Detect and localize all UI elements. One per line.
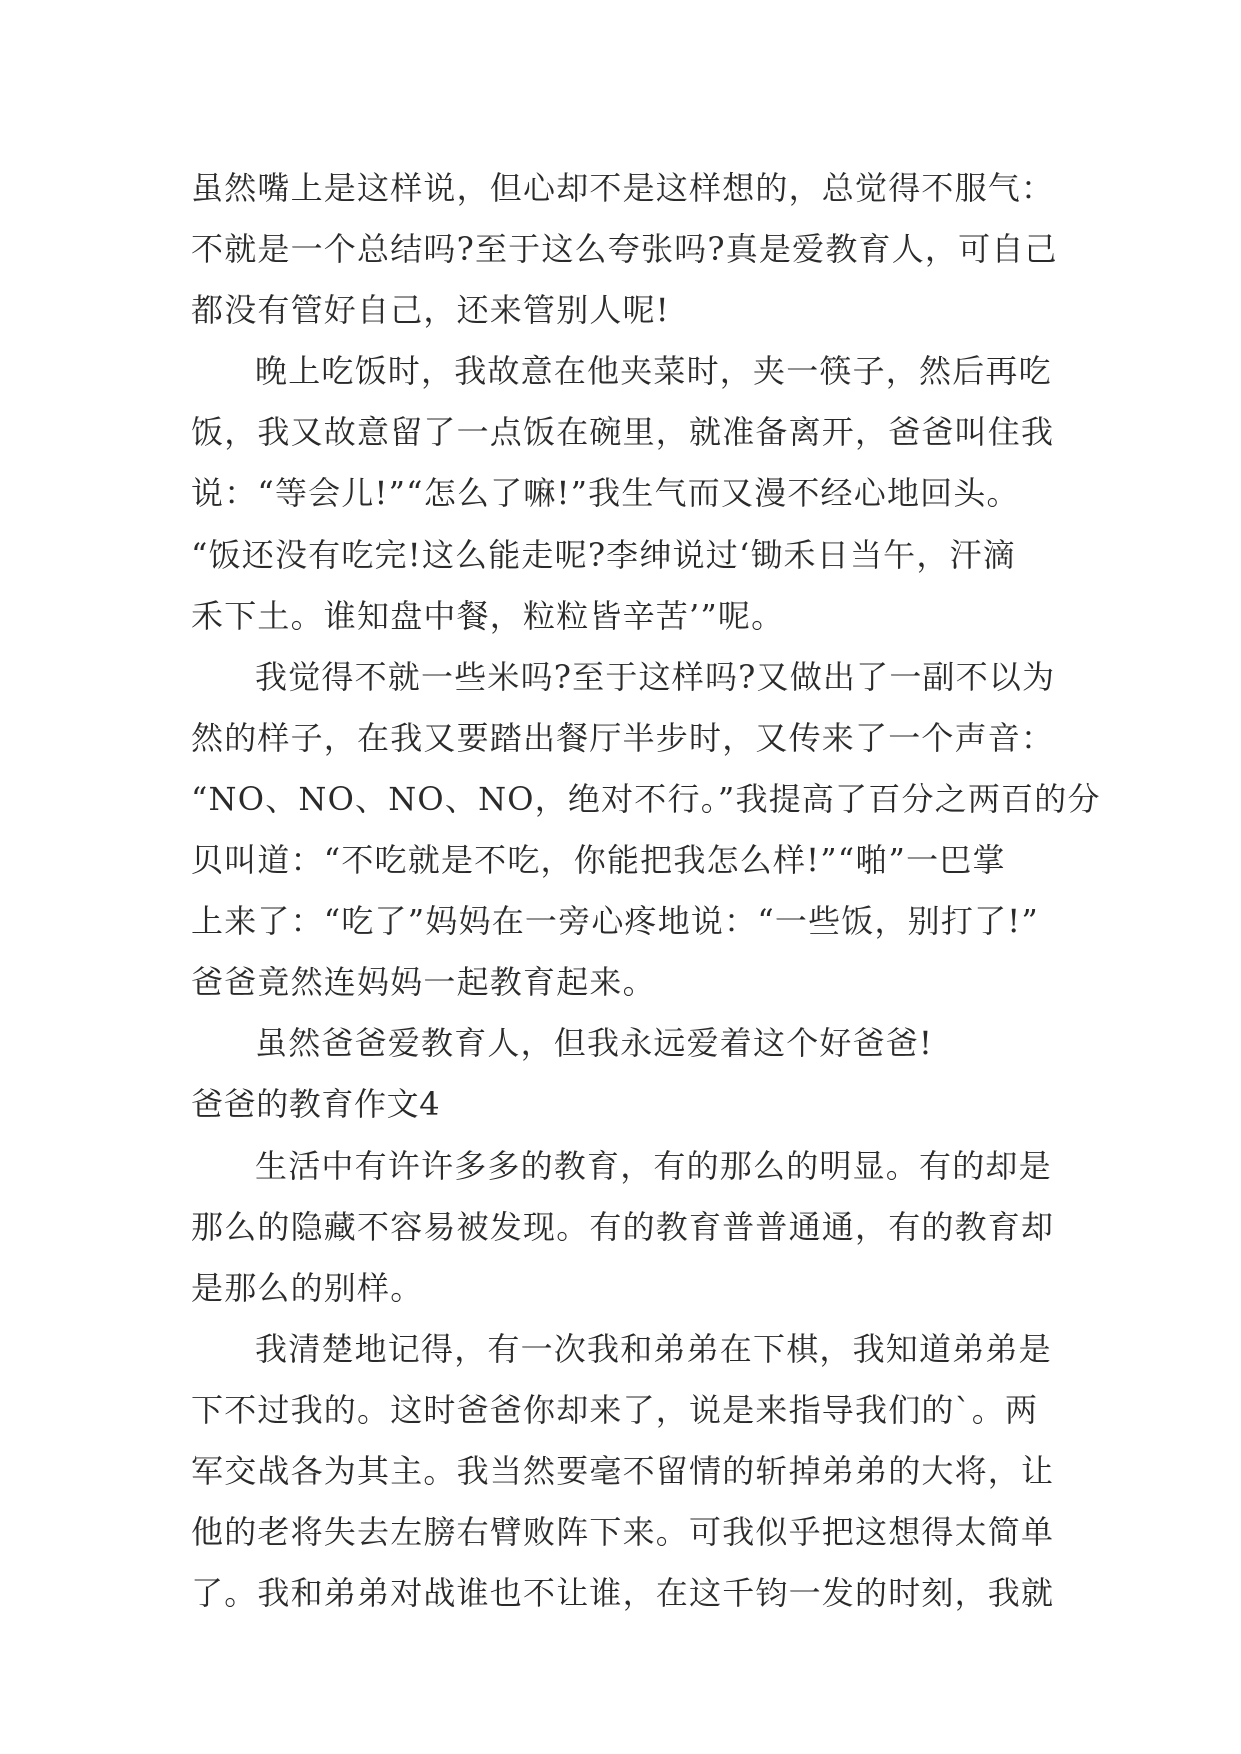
text-line: 饭，我又故意留了一点饭在碗里，就准备离开，爸爸叫住我: [191, 413, 1055, 452]
text-line: 虽然爸爸爱教育人，但我永远爱着这个好爸爸!: [255, 1024, 934, 1063]
text-line: 那么的隐藏不容易被发现。有的教育普普通通，有的教育却: [191, 1207, 1055, 1246]
text-line: “NO、NO、NO、NO，绝对不行。”我提高了百分之两百的分: [191, 779, 1101, 818]
text-line: 上来了：“吃了”妈妈在一旁心疼地说：“一些饭，别打了!”: [191, 902, 1039, 941]
text-line: 禾下土。谁知盘中餐，粒粒皆辛苦’”呢。: [191, 596, 785, 635]
text-line: 说：“等会儿!”“怎么了嘛!”我生气而又漫不经心地回头。: [191, 474, 1020, 513]
text-line: 爸爸竟然连妈妈一起教育起来。: [191, 963, 656, 1002]
text-line: 是那么的别样。: [191, 1268, 424, 1307]
text-line: 然的样子，在我又要踏出餐厅半步时，又传来了一个声音：: [191, 718, 1055, 757]
text-line: 下不过我的。这时爸爸你却来了，说是来指导我们的`。两: [191, 1390, 1039, 1429]
text-line: 虽然嘴上是这样说，但心却不是这样想的，总觉得不服气：: [191, 169, 1055, 207]
section-heading: 爸爸的教育作文4: [191, 1085, 441, 1124]
text-line: 晚上吃饭时，我故意在他夹菜时，夹一筷子，然后再吃: [255, 352, 1052, 391]
text-line: 军交战各为其主。我当然要毫不留情的斩掉弟弟的大将，让: [191, 1451, 1055, 1490]
text-line: “饭还没有吃完!这么能走呢?李绅说过‘锄禾日当午，汗滴: [191, 535, 1016, 574]
text-line: 了。我和弟弟对战谁也不让谁，在这千钧一发的时刻，我就: [191, 1574, 1055, 1613]
text-line: 不就是一个总结吗?至于这么夸张吗?真是爱教育人，可自己: [191, 230, 1058, 269]
document-body: [191, 158, 1101, 1624]
text-line: 我觉得不就一些米吗?至于这样吗?又做出了一副不以为: [255, 657, 1056, 696]
text-line: 贝叫道：“不吃就是不吃，你能把我怎么样!”“啪”一巴掌: [191, 841, 1006, 880]
text-line: 他的老将失去左膀右臂败阵下来。可我似乎把这想得太简单: [191, 1513, 1055, 1552]
text-line: 我清楚地记得，有一次我和弟弟在下棋，我知道弟弟是: [255, 1329, 1052, 1368]
text-line: 都没有管好自己，还来管别人呢!: [191, 291, 670, 330]
text-line: 生活中有许许多多的教育，有的那么的明显。有的却是: [255, 1146, 1052, 1185]
